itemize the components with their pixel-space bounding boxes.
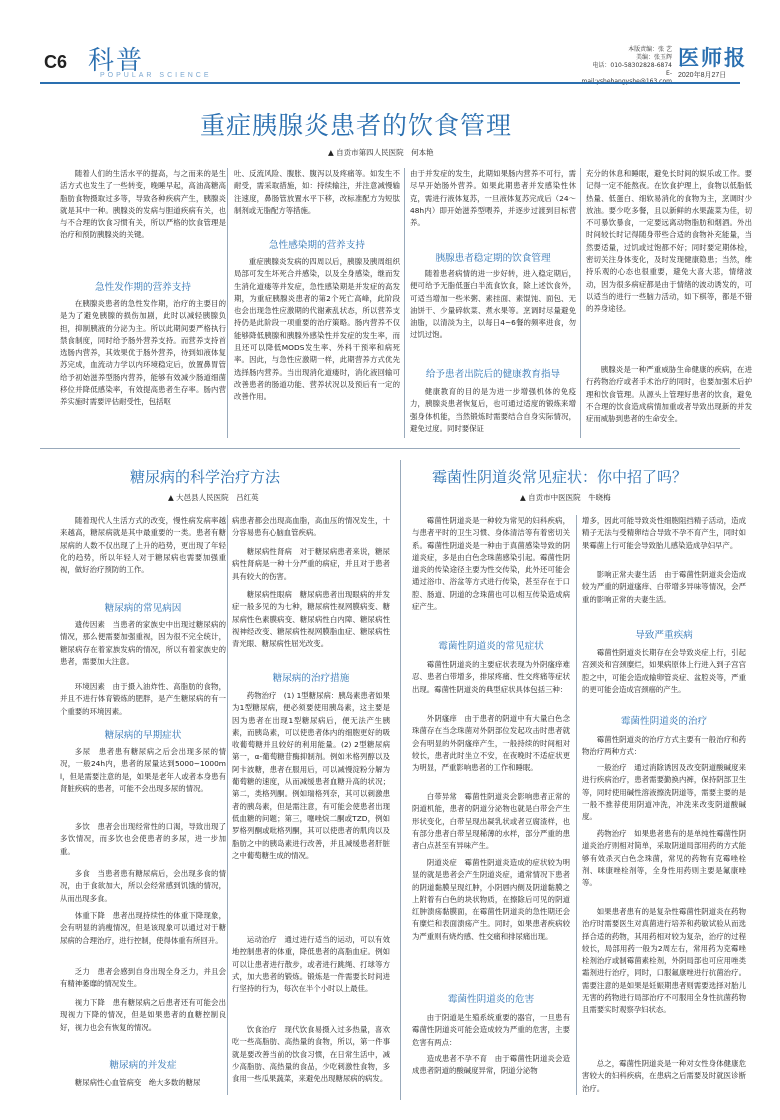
article-column: 药物治疗 (1) 1型糖尿病：胰岛素患者如果为1型糖尿病，便必须要使用胰岛素，这主要是因为患者在出现1型糖尿病后，便无法产生胰素，而胰岛素，可以使患者体内的细胞更好的吸收葡萄糖并且较好的利用能量。(2) 2型糖尿病 第一，α-葡萄糖苷酶抑制剂。例如米格列醇以及阿卡波糖，患者在服用后，可以减慢淀粉分解为葡萄糖的速度，从而减缓患者血糖升高的状况；第二，类格列酮。例如瑞格列奈，其可以刺激患者的胰岛素，但是需注意，有可能会使患者出现低血糖的问题；第三，噻唑烷二酮或TZD，例如罗格列酮或吡格列酮，其可以使患者的肌肉以及脂肪之中的胰岛素进行改善，并且减缓患者肝脏之中葡萄糖生成的情况。 <box>232 691 390 860</box>
article-column: 药物治疗 如果患者患有的是单纯性霉菌性阴道炎治疗则相对简单，采取阴道局部用药的方式能够有效杀灭白色念珠菌，常见的药物有克霉唑栓剂、咪康唑栓剂等，全身性用药则主要是氟康唑等。 <box>582 829 746 888</box>
article-column: 霉菌性阴道炎的主要症状表现为外阴瘙痒难忍、患者白带增多，排尿疼痛、性交疼痛等症状出现。霉菌性阴道炎的典型症状具体包括三种： <box>412 660 570 694</box>
article-column: 霉菌性阴道炎长期存在会导致炎症上行，引起宫颈炎和宫颈糜烂，如果病原体上行进入到子宫宫腔之中，可能会造成输卵管炎症、盆腔炎等，严重的更可能会造成宫颈癌的产生。 <box>582 648 746 694</box>
article-author: ▲ 自贡市中医医院 牛晓梅 <box>520 493 611 502</box>
column-divider <box>227 168 228 438</box>
subheading: 霉菌性阴道炎的治疗 <box>620 716 708 727</box>
article-column: 霉菌性阴道炎的治疗方式主要有一般治疗和药物治疗两种方式： <box>582 735 746 757</box>
article-column: 阴道炎症 霉菌性阴道炎造成的症状较为明显的就是患者会产生阴道炎症，通常情况下患者的阴道黏膜呈现红肿，小阴唇内侧及阴道黏膜之上附着有白色的块状物质，在擦除后可见的阴道红肿溃疡黏膜面，在霉菌性阴道炎的急性期还会有糜烂和表面溃疡产生。同时，如果患者疾病较为严重则有烧灼感、性交痛和排尿痛出现。 <box>412 858 570 941</box>
column-divider <box>227 515 228 1095</box>
newspaper-logo: 医师报 <box>678 46 747 70</box>
article-column: 霉菌性阴道炎是一种较为常见的妇科疾病，与患者平时的卫生习惯、身体清洁等有着密切关系。霉菌性阴道炎是一种由于真菌感染导致的阴道炎症，多是由白色念珠菌感染引起。霉菌性阴道炎的传染途径主要为性交传染，此外还可能会通过浴巾、浴盆等方式进行传染，甚至存在于口腔、肠道、阴道的念珠菌也可以相互传染造成病症产生。 <box>412 516 570 612</box>
section-name: 科普 <box>88 46 145 76</box>
subheading: 急性感染期的营养支持 <box>269 240 365 251</box>
article-column: 随着现代人生活方式的改变，慢性病发病率越来越高，糖尿病就是其中最重要的一类。患者有糖尿病的人数不仅出现了上升的趋势，更出现了年轻化的趋势，所以年轻人对于糖尿病也需要加强重视，做好治疗预防的工作。 <box>60 516 226 575</box>
article-column: 糖尿病性肾病 对于糖尿病患者来说，糖尿病性肾病是一种十分严重的病症，并且对于患者具有较大的伤害。 <box>232 547 390 581</box>
header-rule <box>40 82 740 84</box>
article-column: 总之，霉菌性阴道炎是一种对女性身体健康危害较大的妇科疾病，在患病之后需要及时就医诊断治疗。 <box>582 1059 746 1093</box>
section-name-en: POPULAR SCIENCE <box>100 72 212 79</box>
subheading: 糖尿病的早期症状 <box>104 730 182 741</box>
article-column: 一般治疗 通过消除诱因及改变阴道酸碱度来进行疾病治疗，患者需要勤换内裤，保持阴部卫生等，同时使用碱性溶液擦洗阴道等，需要主要的是一般不推荐使用阴道冲洗，冲洗来改变阴道酸碱度。 <box>582 763 746 822</box>
article-separator <box>40 448 740 449</box>
column-divider <box>404 168 405 438</box>
subheading: 导致严重疾病 <box>635 630 693 641</box>
article-author: ▲ 自贡市第四人民医院 何本艳 <box>328 148 434 157</box>
article-column: 乏力 患者会感到自身出现全身乏力，并且会有精神萎靡的情况发生。 <box>60 967 226 989</box>
article-column: 饮食治疗 现代饮食易摄入过多热量，喜欢吃一些高脂肪、高热量的食物，所以，第一件事就是要改善当前的饮食习惯，在日常生活中，减少高脂肪、高热量的食品，少吃刺激性食物，多食用一些瓜果蔬菜，来避免出现糖尿病的病发。 <box>232 1025 390 1084</box>
article-title: 重症胰腺炎患者的饮食管理 <box>200 111 513 140</box>
article-title: 霉菌性阴道炎常见症状：你中招了吗？ <box>432 468 688 486</box>
article-divider <box>400 460 401 1100</box>
article-column: 由于并发症的发生，此期如果肠内营养不可行，需尽早开始肠外营养。如果此期患者并发感染性休克，需进行液体复苏，一旦液体复苏完成后（24～48h内）即开始滋养型喂养，并逐步过渡到目标营养。 <box>410 169 576 228</box>
column-divider <box>576 515 577 1095</box>
page-header <box>0 0 780 86</box>
article-column: 在胰腺炎患者的急性发作期，治疗的主要目的是为了避免胰腺的损伤加剧，此时以减轻胰腺负担，抑制胰液的分泌为主。所以此期间要严格执行禁食制度，同时给予肠外营养支持。而营养支持首选肠内营养，其效果优于肠外营养，待到如液体复苏完成，血流动力学以内环境稳定后，放置鼻胃管给予初始滋养型肠内营养，能够有效减少肠道细菌移位并降低感染率，有效提高患者生存率。肠内营养实施时需要评估耐受性，包括呕 <box>60 299 226 407</box>
subheading: 给予患者出院后的健康教育指导 <box>425 369 561 380</box>
article-column: 视力下降 患有糖尿病之后患者还有可能会出现视力下降的情况，但是如果患者的血糖控制良好，视力也会有恢复的情况。 <box>60 998 226 1032</box>
article-column: 随着人们的生活水平的提高，与之而来的是生活方式也发生了一些转变，晚睡早起，高油高糖高脂肪食物摄取过多等，导致各种疾病产生，胰腺炎就是其中一种。胰腺炎的发病与胆道疾病有关，也与不合理的饮食习惯有关，所以严格的饮食管理是治疗和预防胰腺炎的关键。 <box>60 169 226 240</box>
subheading: 糖尿病的常见病因 <box>104 603 182 614</box>
article-column: 糖尿病性眼病 糖尿病患者出现眼病的并发症一般多见的为七种，糖尿病性视网膜病变、糖尿病性色素膜病变、糖尿病性白内障、糖尿病性视神经改变、糖尿病性视网膜脂血症、糖尿病性青光眼、糖尿病性屈光改变。 <box>232 590 390 649</box>
subheading: 糖尿病的并发症 <box>109 1060 177 1071</box>
article-column: 多食 当患者患有糖尿病后，会出现多食的情况，由于食欲加大，所以会经常感到饥饿的情况，从而出现多食。 <box>60 869 226 903</box>
article-column: 遗传因素 当患者的家族史中出现过糖尿病的情况，那么便需要加强重视，因为很不完全统计，糖尿病存在着家族发病的情况，所以有着家族史的患者，需要加大注意。 <box>60 620 226 666</box>
article-title: 糖尿病的科学治疗方法 <box>130 468 281 486</box>
article-column: 病患者都会出现高血脂，高血压的情况发生，十分容易患有心脑血管疾病。 <box>232 516 390 538</box>
subheading: 糖尿病的治疗措施 <box>272 673 350 684</box>
article-column: 吐、反流风险、腹胀、腹泻以及疼痛等。如发生不耐受，需采取措施，如：持续输注，并注意减慢输注速度，鼻肠管放置水平下移，改标准配方为短肽制剂或无脂配方等措施。 <box>234 169 400 215</box>
issue-date: 2020年8月27日 <box>678 72 727 79</box>
article-column: 健康教育的目的是为进一步增强机体的免疫力，胰腺炎患者恢复后，也可通过适度的锻炼来增强身体机能，当然锻炼时需要结合自身实际情况，避免过度。同时要保证 <box>410 387 576 433</box>
page-number: C6 <box>44 52 68 72</box>
article-column: 外阴瘙痒 由于患者的阴道中有大量白色念珠菌存在当念珠菌对外阴部位发起攻击时患者就会有明显的外阴瘙痒产生，一般持续的时间相对较长，患者此时坐立不安，在夜晚时不适症状更为明显，严重影响患者的工作和睡眠。 <box>412 714 570 773</box>
article-column: 胰腺炎是一种严重威胁生命健康的疾病，在进行药物治疗或者手术治疗的同时，也要加强术后护理和饮食管理。从源头上管理好患者的饮食，避免不合理的饮食造成病情加重或者导致出现新的并发症而威胁到患者的生命安全。 <box>586 365 752 424</box>
subheading: 急性发作期的营养支持 <box>95 282 191 293</box>
subheading: 胰腺患者稳定期的饮食管理 <box>435 253 551 264</box>
article-column: 重症胰腺炎发病的四周以后，胰腺及胰周组织局部可发生坏死合并感染，以及全身感染，继而发生消化道瘘等并发症，急性感染期是并发症的高发期，为重症胰腺炎患者的第2个死亡高峰，此阶段也会出现急性应激期的代谢紊乱状态，所以营养支持仍是此阶段一项重要的治疗策略。肠内营养不仅能够降低胰腺和胰腺外感染性并发症的发生率，而且还可以降低MODS发生率、外科干预率和病死率。因此，与急性应激期一样，此期营养方式优先选择肠内营养。当出现消化道瘘时，消化液回输可改善患者的肠道功能、营养状况以及预后有一定的改善作用。 <box>234 257 400 402</box>
article-column: 如果患者患有的是复杂性霉菌性阴道炎在药物治疗时需要医生对真菌进行培养和药敏试验从而选择合适的药物，其用药相对较为复杂，治疗的过程较长，局部用药一般为2周左右，常用药为克霉唑栓剂治疗或制霉菌素栓剂，外阴局部也可应用唑类霜剂进行治疗，同时，口服氟康唑进行抗菌治疗。需要注意的是如果是妊娠期患者则需要选择对胎儿无害的药物进行局部治疗不可服用全身性抗菌药物且需要实时观察孕妇状态。 <box>582 907 746 1015</box>
article-column: 环境因素 由于摄入油炸性、高脂肪的食物，并且不进行体育锻炼的肥胖，是产生糖尿病的有一个重要的环境因素。 <box>60 682 226 716</box>
subheading: 霉菌性阴道炎的危害 <box>447 994 535 1005</box>
article-column: 充分的休息和睡眠，避免长时间的娱乐或工作。要记得一定不能熬夜。在饮食护理上，食物以低脂低热量、低蛋白、细软易消化的食物为主，烹调时少放油。要少吃多餐，且以新鲜的水果蔬菜为佳，切不可暴饮暴食，一定要远离动物脂肪和烟酒。外出时间较长时记得随身带些合适的食物补充能量，当然要适量，过饥或过饱都不好；同时要定期体检，密切关注身体变化，及时发现健康隐患；当然，维持乐观的心态也很重要，避免大喜大悲，情绪波动，因为很多病症都是由于情绪的波动诱发的，可以适当的进行一些脑力活动，如下棋等，都是不错的养身途径。 <box>586 169 752 314</box>
editor-info: 本版责编：张 艺 美编：张玉辉 电话：010-58302828-6874 E- <box>592 46 672 77</box>
article-column: 由于阴道是生殖系统重要的器官，一旦患有霉菌性阴道炎可能会造成较为严重的危害，主要危害有两点： <box>412 1013 570 1047</box>
column-divider <box>580 168 581 438</box>
subheading: 霉菌性阴道炎的常见症状 <box>438 641 544 652</box>
article-column: 白带异常 霉菌性阴道炎会影响患者正常的阴道机能，患者的阴道分泌物也就是白带会产生形状变化，白带呈现出凝乳状或者豆腐渣样，也有部分患者白带呈现稀薄的水样，部分严重的患者白点甚至有异味产生。 <box>412 792 570 851</box>
article-column: 运动治疗 通过进行适当的运动，可以有效地控制患者的体重，降低患者的高脂血症。例如可以让患者进行散步，或者进行跳绳、打球等方式，加大患者的锻炼。锻炼是一件需要长时间进行坚持的行为，每次在半个小时以上最佳。 <box>232 935 390 994</box>
article-author: ▲ 大邑县人民医院 吕红英 <box>168 493 259 502</box>
article-column: 糖尿病性心血管病变 绝大多数的糖尿 <box>74 1078 201 1087</box>
article-column: 影响正常夫妻生活 由于霉菌性阴道炎会造成较为严重的阴道瘙痒、白带增多异味等情况，会严重的影响正常的夫妻生活。 <box>582 570 746 604</box>
article-column: 造成患者不孕不育 由于霉菌性阴道炎会造成患者阴道的酸碱度异常，阴道分泌物 <box>412 1054 570 1076</box>
article-column: 多饮 患者会出现经常性的口渴，导致出现了多饮情况，而多饮也会使患者的多尿，进一步加重。 <box>60 822 226 856</box>
article-column: 体重下降 患者出现持续性的体重下降现象，会有明显的消瘦情况，但是该现象可以通过对于糖尿病的合理治疗，进行控制，使得体重有所回升。 <box>60 911 226 945</box>
article-column: 增多，因此可能导致炎性细胞阻挡精子活动，造成精子无法与受精卵结合导致不孕不育产生，同时如果霉菌上行可能会导致胎儿感染造成孕妇早产。 <box>582 516 746 550</box>
article-column: 多尿 患者患有糖尿病之后会出现多尿的情况，一般24h内，患者的尿量达到5000~1000ml，但是需要注意的是，如果是老年人或者本身患有肾脏疾病的患者，可能不会出现多尿的情况。 <box>60 747 226 793</box>
article-column: 随着患者病情的进一步好转，进入稳定期后，便可给予无脂低蛋白半流食饮食，除上述饮食外，可适当增加一些米粥、素挂面、素馄饨、面包、无油饼干、少量碎软菜、煮水果等。烹调时尽量避免油脂，以清淡为主，以每日4~6餐的频率进食，勿过饥过饱。 <box>410 269 576 340</box>
